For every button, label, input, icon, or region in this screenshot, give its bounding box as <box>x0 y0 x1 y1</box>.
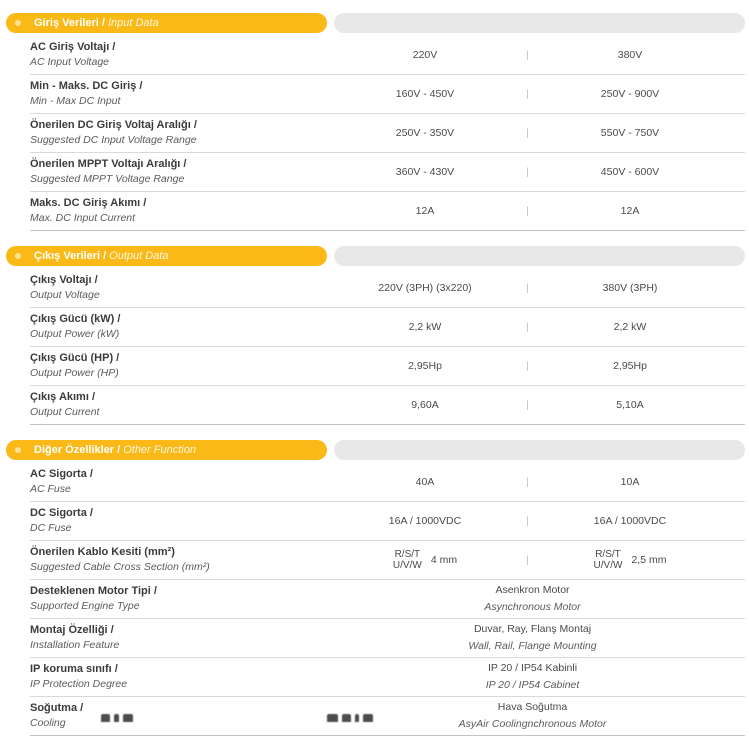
value-col2: 550V - 750V <box>600 127 660 139</box>
value-col1: 360V - 430V <box>395 166 455 178</box>
value-col1: 9,60A <box>411 399 439 411</box>
row-values <box>330 582 745 616</box>
row-values <box>330 127 745 139</box>
bullet-icon <box>15 253 21 259</box>
section-header <box>6 440 745 460</box>
value-col2: 12A <box>620 205 640 217</box>
row-label-en: Max. DC Input Current <box>30 212 136 224</box>
column-separator: | <box>526 360 529 372</box>
cable-size-value: 4 mm <box>430 554 458 566</box>
row-label-tr: Çıkış Gücü (kW) / <box>30 313 121 325</box>
column-separator: | <box>526 515 529 527</box>
cable-phase-labels <box>393 549 422 571</box>
value-col1: 160V - 450V <box>395 88 455 100</box>
span-value <box>330 660 745 694</box>
row-label-tr: Desteklenen Motor Tipi / <box>30 585 157 597</box>
row-label-en: Suggested MPPT Voltage Range <box>30 173 185 185</box>
row-label-tr: Montaj Özelliği / <box>30 624 114 636</box>
section-title-tr: Giriş Verileri / <box>34 17 105 29</box>
row-values <box>330 49 745 61</box>
row-label <box>30 463 330 501</box>
row-label-tr: Çıkış Akımı / <box>30 391 96 403</box>
row-label <box>30 386 330 424</box>
row-label <box>30 153 330 191</box>
column-separator: | <box>526 282 529 294</box>
value-col1: 12A <box>415 205 435 217</box>
row-values <box>330 699 745 733</box>
section-title-en: Input Data <box>107 17 159 29</box>
section-other-function <box>0 440 749 736</box>
section-header <box>6 246 745 266</box>
cable-phase-labels <box>594 549 623 571</box>
table-row <box>30 463 745 502</box>
section-title <box>34 250 168 262</box>
value-col1 <box>330 549 520 571</box>
row-label-en: Output Voltage <box>30 289 100 301</box>
section-header <box>6 13 745 33</box>
value-col2: 450V - 600V <box>600 166 660 178</box>
section-title <box>34 444 196 456</box>
row-label <box>30 347 330 385</box>
value-col1: 250V - 350V <box>395 127 455 139</box>
row-label <box>30 269 330 307</box>
section-header-pill <box>6 13 327 33</box>
bullet-icon <box>15 447 21 453</box>
column-separator: | <box>526 88 529 100</box>
table-row-cable-section <box>30 541 745 580</box>
row-label <box>30 580 330 618</box>
section-title-tr: Diğer Özellikler / <box>34 444 121 456</box>
column-separator: | <box>526 205 529 217</box>
row-label-en: Installation Feature <box>30 639 120 651</box>
span-value-tr: Duvar, Ray, Flanş Montaj <box>473 623 592 635</box>
span-value-en: Asynchronous Motor <box>484 601 581 613</box>
row-values <box>330 282 745 294</box>
span-value-en: AsyAir Coolingnchronous Motor <box>458 718 607 730</box>
row-label <box>30 192 330 230</box>
section-header-pill <box>6 246 327 266</box>
value-col1: 40A <box>415 476 435 488</box>
span-value-en: IP 20 / IP54 Cabinet <box>485 679 580 691</box>
row-label-tr: Maks. DC Giriş Akımı / <box>30 197 147 209</box>
column-separator: | <box>526 476 529 488</box>
row-values <box>330 321 745 333</box>
row-label <box>30 697 330 735</box>
section-header-bar <box>334 440 745 460</box>
row-label <box>30 114 330 152</box>
section-title-en: Output Data <box>109 250 169 262</box>
span-value <box>330 621 745 655</box>
row-label <box>30 36 330 74</box>
row-label-tr: DC Sigorta / <box>30 507 93 519</box>
section-title-tr: Çıkış Verileri / <box>34 250 107 262</box>
row-label-tr: Önerilen MPPT Voltajı Aralığı / <box>30 158 187 170</box>
row-values <box>330 205 745 217</box>
row-label-tr: Önerilen DC Giriş Voltaj Aralığı / <box>30 119 197 131</box>
row-label <box>30 308 330 346</box>
value-col2: 380V (3PH) <box>602 282 658 294</box>
row-label-en: Output Power (kW) <box>30 328 120 340</box>
row-values <box>330 621 745 655</box>
cable-size-value: 2,5 mm <box>631 554 667 566</box>
cable-phase-line2: U/V/W <box>392 560 422 571</box>
row-label-tr: Çıkış Voltajı / <box>30 274 98 286</box>
table-row <box>30 153 745 192</box>
row-label-tr: AC Sigorta / <box>30 468 93 480</box>
value-col2: 380V <box>617 49 643 61</box>
cable-phase-line1: R/S/T <box>595 549 621 560</box>
row-label-en: IP Protection Degree <box>30 678 128 690</box>
value-col1: 2,95Hp <box>408 360 442 372</box>
row-values <box>330 88 745 100</box>
table-row <box>30 114 745 153</box>
row-label-en: Min - Max DC Input <box>30 95 121 107</box>
value-col2: 10A <box>620 476 640 488</box>
row-label-en: Cooling <box>30 717 66 729</box>
row-label-tr: Min - Maks. DC Giriş / <box>30 80 143 92</box>
span-value <box>330 699 745 733</box>
section-title <box>34 17 159 29</box>
section-header-bar <box>334 13 745 33</box>
row-values <box>330 476 745 488</box>
row-label-en: Output Power (HP) <box>30 367 119 379</box>
value-col2: 5,10A <box>616 399 644 411</box>
value-col1: 220V (3PH) (3x220) <box>378 282 472 294</box>
section-output-data <box>0 246 749 425</box>
value-col1: 2,2 kW <box>408 321 442 333</box>
table-row <box>30 75 745 114</box>
section-title-en: Other Function <box>123 444 196 456</box>
row-label <box>30 75 330 113</box>
row-label-tr: AC Giriş Voltajı / <box>30 41 116 53</box>
value-col1: 220V <box>412 49 438 61</box>
row-label-tr: Soğutma / <box>30 702 84 714</box>
table-row <box>30 347 745 386</box>
row-label <box>30 619 330 657</box>
row-label-en: Supported Engine Type <box>30 600 140 612</box>
row-label-en: Suggested DC Input Voltage Range <box>30 134 197 146</box>
table-row-span <box>30 619 745 658</box>
table-row-span <box>30 658 745 697</box>
table-row <box>30 36 745 75</box>
column-separator: | <box>526 554 529 566</box>
table-row <box>30 192 745 231</box>
table-row <box>30 308 745 347</box>
row-label-en: DC Fuse <box>30 522 72 534</box>
table-row <box>30 269 745 308</box>
value-col2: 250V - 900V <box>600 88 660 100</box>
cable-phase-line1: R/S/T <box>394 549 421 560</box>
row-label-en: Suggested Cable Cross Section (mm²) <box>30 561 210 573</box>
row-label-en: AC Input Voltage <box>30 56 109 68</box>
row-label-tr: IP koruma sınıfı / <box>30 663 118 675</box>
value-col2: 2,2 kW <box>613 321 647 333</box>
table-row-span <box>30 580 745 619</box>
value-col1: 16A / 1000VDC <box>388 515 462 527</box>
value-col2 <box>535 549 725 571</box>
row-label <box>30 541 330 579</box>
row-values <box>330 360 745 372</box>
column-separator: | <box>526 49 529 61</box>
row-label <box>30 658 330 696</box>
value-col2: 16A / 1000VDC <box>593 515 667 527</box>
section-header-pill <box>6 440 327 460</box>
bullet-icon <box>15 20 21 26</box>
table-row-span <box>30 697 745 736</box>
table-row <box>30 386 745 425</box>
column-separator: | <box>526 127 529 139</box>
section-header-bar <box>334 246 745 266</box>
row-label-tr: Çıkış Gücü (HP) / <box>30 352 120 364</box>
column-separator: | <box>526 321 529 333</box>
row-label-en: Output Current <box>30 406 100 418</box>
row-values <box>330 515 745 527</box>
row-label-en: AC Fuse <box>30 483 71 495</box>
row-values <box>330 166 745 178</box>
span-value <box>330 582 745 616</box>
row-label <box>30 502 330 540</box>
row-values <box>330 549 745 571</box>
column-separator: | <box>526 399 529 411</box>
span-value-tr: Hava Soğutma <box>497 701 568 713</box>
span-value-tr: Asenkron Motor <box>495 584 570 596</box>
span-value-tr: IP 20 / IP54 Kabinli <box>487 662 578 674</box>
row-values <box>330 660 745 694</box>
table-row <box>30 502 745 541</box>
span-value-en: Wall, Rail, Flange Mounting <box>468 640 597 652</box>
row-values <box>330 399 745 411</box>
section-input-data <box>0 13 749 231</box>
value-col2: 2,95Hp <box>613 360 647 372</box>
cable-phase-line2: U/V/W <box>593 560 623 571</box>
row-label-tr: Önerilen Kablo Kesiti (mm²) <box>30 546 175 558</box>
column-separator: | <box>526 166 529 178</box>
